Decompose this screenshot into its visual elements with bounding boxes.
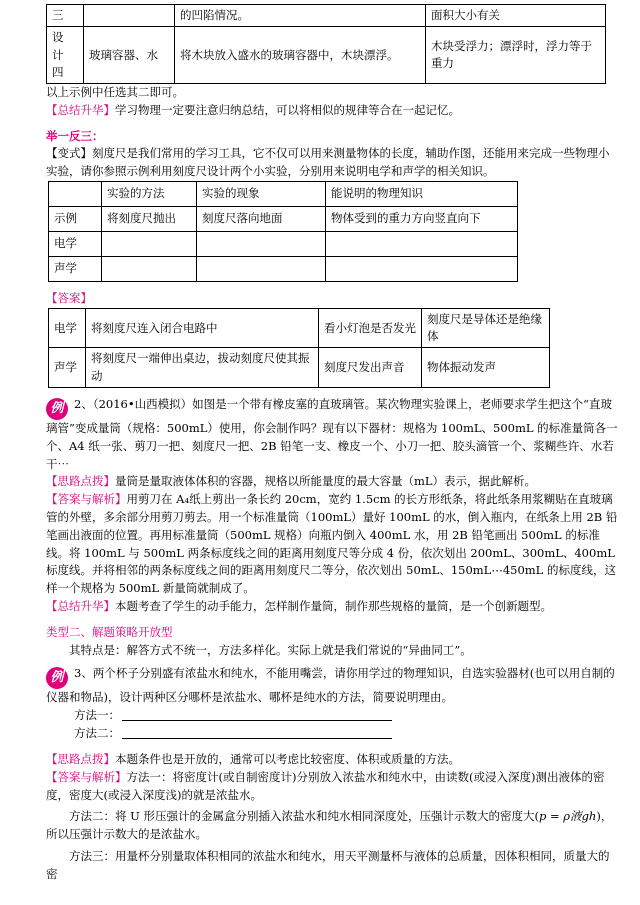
table-cell: 将刻度尺连入闭合电路中 — [86, 308, 319, 348]
example-2-hint — [46, 473, 618, 491]
note-choose: 以上示例中任选其二即可。 — [46, 85, 184, 99]
example-badge-icon: 例 — [46, 667, 68, 689]
table-cell: 刻度尺发出声音 — [319, 348, 422, 388]
table-cell — [102, 232, 197, 257]
table-row — [47, 27, 606, 84]
table-row — [49, 232, 518, 257]
table-cell: 三 — [47, 5, 84, 27]
example-3-analysis — [46, 769, 618, 805]
table-cell: 刻度尺是导体还是绝缘体 — [422, 308, 550, 348]
table-header-cell: 能说明的物理知识 — [326, 182, 518, 207]
table-row — [47, 5, 606, 27]
variant-tag: 【变式】 — [46, 146, 92, 161]
method-1-label: 方法一： — [74, 708, 120, 723]
section-title: 类型二、解题策略开放型 — [46, 624, 173, 639]
example-3-hint — [46, 751, 618, 769]
summary-tag: 【总结升华】 — [46, 102, 115, 117]
example-2-analysis — [46, 491, 618, 598]
table-cell: 声学 — [49, 348, 86, 388]
answer-table — [48, 308, 550, 388]
analysis-tag: 【答案与解析】 — [46, 492, 127, 507]
table-cell: 看小灯泡是否发光 — [319, 308, 422, 348]
table-cell: 的凹陷情况。 — [175, 5, 426, 27]
table-cell: 设 计 四 — [47, 27, 84, 84]
variant-text: 刻度尺是我们常用的学习工具，它不仅可以用来测量物体的长度，辅助作图，还能用来完成一些物理小实验，请你参照示例利用刻度尺设计两个小实验，分别用来说明电学和声学的相关知识。 — [46, 146, 610, 179]
example-3-question — [46, 665, 618, 707]
table-cell — [102, 257, 197, 282]
variant-question — [46, 145, 618, 181]
table-cell: 玻璃容器、水 — [84, 27, 175, 84]
table-cell: 刻度尺落向地面 — [197, 207, 326, 232]
table-cell: 电学 — [49, 308, 86, 348]
table-cell: 电学 — [49, 232, 102, 257]
section-intro: 其特点是：解答方式不统一，方法多样化。实际上就是我们常说的“异曲同工”。 — [69, 642, 472, 657]
method-2-blank — [122, 726, 392, 739]
table-cell — [84, 5, 175, 27]
table-cell: 将木块放入盛水的玻璃容器中，木块漂浮。 — [175, 27, 426, 84]
answer-tag: 【答案】 — [46, 291, 92, 306]
analysis-text: 方法一：将密度计(或自制密度计)分别放入浓盐水和纯水中，由读数(或浸入深度)测出液体的密度，密度大(或浸入深度浅)的就是浓盐水。 — [46, 769, 605, 802]
table-cell — [197, 232, 326, 257]
hint-text: 本题条件也是开放的，通常可以考虑比较密度、体积或质量的方法。 — [115, 751, 460, 766]
table-header-cell — [49, 182, 102, 207]
way-2-text-b: )，所以压强计示数大的是浓盐水。 — [46, 809, 613, 842]
example-heading: 举一反三： — [46, 128, 104, 143]
table-cell — [326, 232, 518, 257]
table-cell: 物体受到的重力方向竖直向下 — [326, 207, 518, 232]
way-2-text-a: 方法二：将 U 形压强计的金属盒分别插入浓盐水和纯水相同深度处，压强计示数大的密度大( — [69, 809, 539, 824]
example-2-text: 2、（2016•山西模拟）如图是一个带有橡皮塞的直玻璃管。某次物理实验课上，老师要求学生把这个“直玻璃管”变成量筒（规格：500mL）使用，你会制作吗？现有以下器材：规格为 100mL、500mL 的标准量筒各一个、A4 纸一张、剪刀一把、刻度尺一把、2B 铅笔一支、橡皮一个、小刀一把、胶头滴管一个、浆糊些许、水若干⋯ — [46, 396, 618, 471]
summary-line — [46, 102, 618, 120]
way-3-paragraph: 方法三：用量杯分别量取体积相同的浓盐水和纯水，用天平测量杯与液体的总质量，因体积相同，质量大的密 — [46, 848, 610, 881]
table-header-row — [49, 182, 518, 207]
variant-table — [48, 181, 518, 282]
summary-text: 本题考查了学生的动手能力，怎样制作量筒，制作那些规格的量筒，是一个创新题型。 — [115, 599, 552, 613]
example-badge-icon: 例 — [46, 398, 68, 420]
table-row — [49, 308, 550, 348]
method-1-blank — [122, 708, 392, 721]
table-cell: 将刻度尺抛出 — [102, 207, 197, 232]
table-header-cell: 实验的方法 — [102, 182, 197, 207]
method-1-line — [74, 707, 618, 725]
table-cell: 面积大小有关 — [426, 5, 606, 27]
table-row — [49, 348, 550, 388]
hint-tag: 【思路点拨】 — [46, 751, 115, 766]
method-2-label: 方法二： — [74, 726, 120, 741]
hint-text: 量筒是量取液体体积的容器，规格以所能量度的最大容量（mL）表示，据此解析。 — [115, 474, 537, 489]
table-cell: 将刻度尺一端伸出桌边，拔动刻度尺使其振动 — [86, 348, 319, 388]
table-cell: 示例 — [49, 207, 102, 232]
table-cell: 木块受浮力；漂浮时，浮力等于重力 — [426, 27, 606, 84]
table-header-cell: 实验的现象 — [197, 182, 326, 207]
way-2-paragraph — [46, 808, 618, 844]
example-2-question — [46, 396, 618, 473]
method-2-line — [74, 725, 618, 743]
hint-tag: 【思路点拨】 — [46, 474, 115, 489]
table-row — [49, 257, 518, 282]
pressure-formula: p = ρ液gh — [539, 809, 597, 824]
table-row — [49, 207, 518, 232]
top-experiment-table — [46, 4, 606, 84]
table-cell: 声学 — [49, 257, 102, 282]
example-2-summary — [46, 598, 618, 616]
table-cell: 物体振动发声 — [422, 348, 550, 388]
example-3-text: 3、两个杯子分别盛有浓盐水和纯水，不能用嘴尝，请你用学过的物理知识，自选实验器材(也可以用自制的仪器和物品)，设计两种区分哪杯是浓盐水、哪杯是纯水的方法，简要说明理由。 — [46, 666, 615, 705]
analysis-text: 用剪刀在 A₄纸上剪出一条长约 20cm，宽约 1.5cm 的长方形纸条，将此纸条用浆糊贴在直玻璃管的外壁，多余部分用剪刀剪去。用一个标准量筒（100mL）量好 100mL 的水，倒入瓶内，在纸条上用 2B 铅笔画出液面的位置。再用标准量筒（500mL 规格）向瓶内倒入 400mL 水，用 2B 铅笔画出 500mL 的标准线。将 100mL 与 500mL 两条标度线之间的距离用刻度尺等分成 4 份，依次划出 200mL、300mL、400mL 标度线。并将相邻的两条标度线之间的距离用刻度尺二等分，依次划出 50mL、150mL⋯450mL 的标度线，这样一个规格为 500mL 新量筒就制成了。 — [46, 492, 618, 596]
table-cell — [197, 257, 326, 282]
summary-text: 学习物理一定要注意归纳总结，可以将相似的规律等合在一起记忆。 — [115, 102, 460, 117]
summary-tag: 【总结升华】 — [46, 599, 115, 613]
analysis-tag: 【答案与解析】 — [46, 769, 127, 784]
table-cell — [326, 257, 518, 282]
